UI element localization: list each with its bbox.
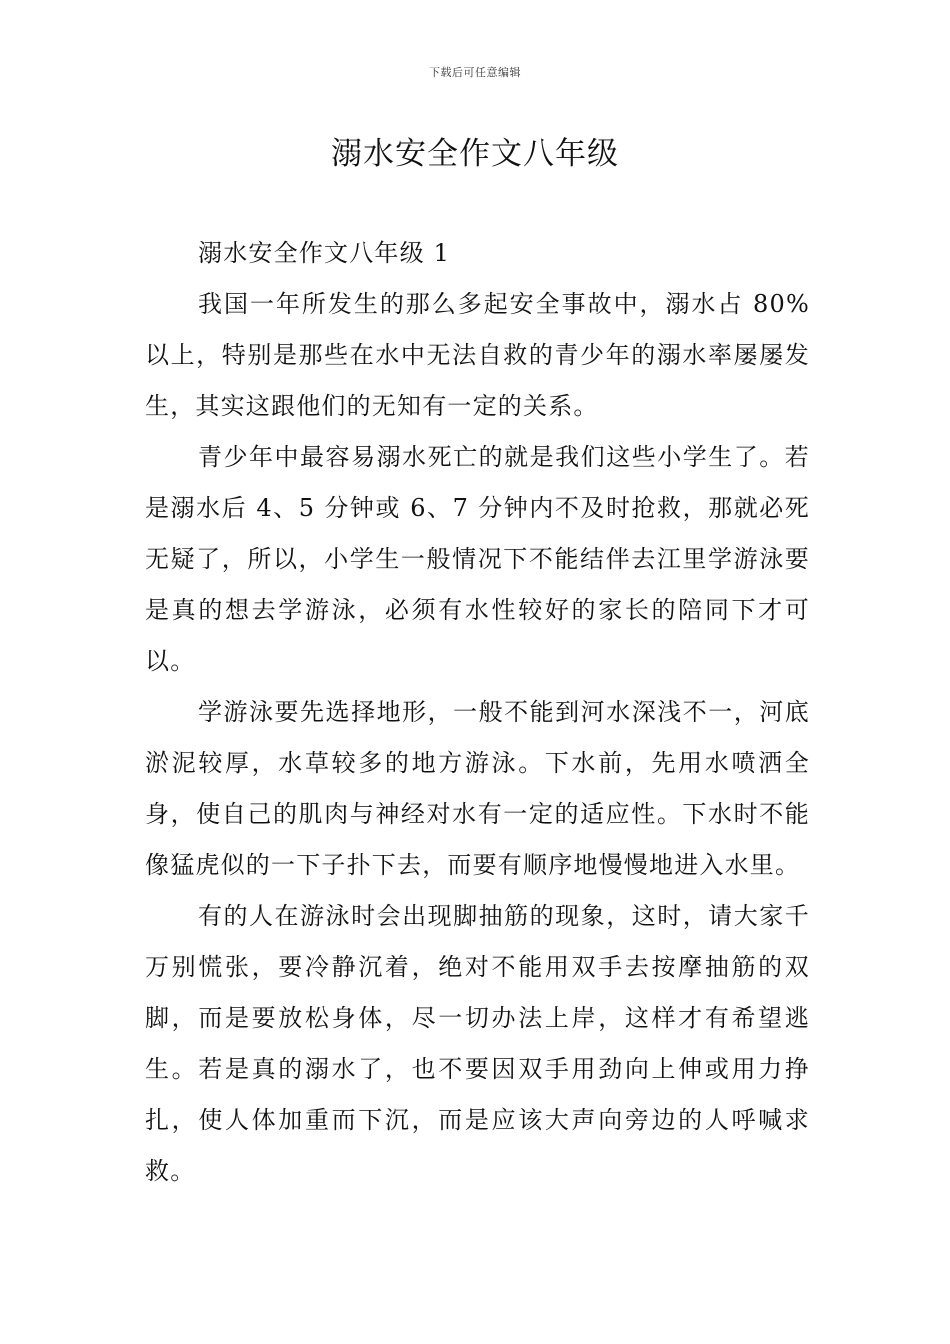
document-title: 溺水安全作文八年级 <box>331 136 619 172</box>
paragraph-3: 学游泳要先选择地形，一般不能到河水深浅不一，河底淤泥较厚，水草较多的地方游泳。下水前，先用水喷洒全身，使自己的肌肉与神经对水有一定的适应性。下水时不能像猛虎似的一下子扑下去，而要有顺序地慢慢地进入水里。 <box>145 698 810 879</box>
document-body <box>145 228 810 1197</box>
header-note: 下载后可任意编辑 <box>429 66 521 79</box>
section-heading: 溺水安全作文八年级 1 <box>198 239 451 267</box>
paragraph-4: 有的人在游泳时会出现脚抽筋的现象，这时，请大家千万别慌张，要冷静沉着，绝对不能用双手去按摩抽筋的双脚，而是要放松身体，尽一切办法上岸，这样才有希望逃生。若是真的溺水了，也不要因双手用劲向上伸或用力挣扎，使人体加重而下沉，而是应该大声向旁边的人呼喊求救。 <box>145 902 810 1185</box>
paragraph-2: 青少年中最容易溺水死亡的就是我们这些小学生了。若是溺水后 4、5 分钟或 6、7 分钟内不及时抢救，那就必死无疑了，所以，小学生一般情况下不能结伴去江里学游泳要是真的想去学游泳，必须有水性较好的家长的陪同下才可以。 <box>145 443 810 675</box>
paragraph-1: 我国一年所发生的那么多起安全事故中，溺水占 80%以上，特别是那些在水中无法自救的青少年的溺水率屡屡发生，其实这跟他们的无知有一定的关系。 <box>145 290 810 420</box>
